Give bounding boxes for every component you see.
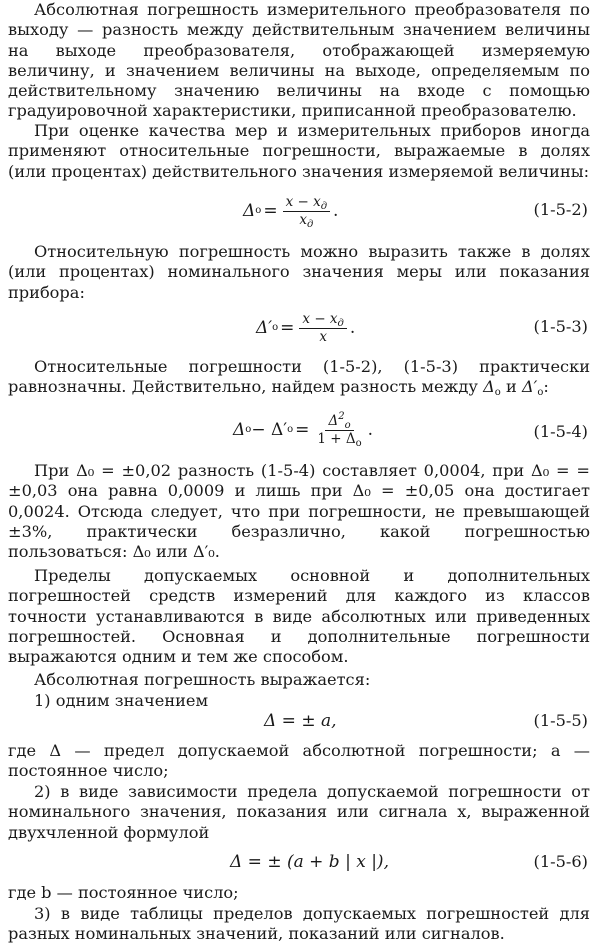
equation-number: (1-5-6) <box>533 852 588 871</box>
formula-lhs: Δ <box>243 201 256 221</box>
equation-number: (1-5-2) <box>533 200 588 219</box>
formula-1-5-2: Δ о = $\frac{x - x_д}{x_д}$ . (1-5-2) <box>243 193 588 230</box>
paragraph-relative-errors-intro: При оценке качества мер и измерительных приборов иногда применяют относительные погрешности, выражаемые в долях (или процентах) действительного значения измеряемой величины: <box>8 121 590 181</box>
paragraph-error-limits: Пределы допускаемых основной и дополнительных погрешностей средств измерений для каждого из классов точности устанавливаются в виде абсолютных или приведенных погрешностей. Основная и дополнительные погрешности выражаются одним и тем же способом. <box>8 566 590 667</box>
formula-1-5-5: Δ = ± a, (1-5-5) <box>264 711 588 731</box>
paragraph-absolute-error-converter: Абсолютная погрешность измерительного преобразователя по выходу — разность между действительным значением величины на выходе преобразователя, отображающей измеряемую величину, и значением величины на выходе, определяемым по действительному значению величины на входе с помощью градуировочной характеристики, приписанной преобразователю. <box>8 0 590 121</box>
list-item-1: 1) одним значением <box>34 691 209 710</box>
paragraph-absolute-expressed: Абсолютная погрешность выражается: <box>34 670 371 689</box>
formula-1-5-4: Δ о − Δ′ о = $\frac{\Delta^2_о}{1 + \Delta_о}$ . (1-5-4) <box>233 410 588 449</box>
paragraph-where-b: где b — постоянное число; <box>8 883 239 902</box>
list-item-3: 3) в виде таблицы пределов допускаемых погрешностей для разных номинальных значений, показаний или сигналов. <box>8 904 590 944</box>
paragraph-nominal-value: Относительную погрешность можно выразить также в долях (или процентах) номинального значения меры или показания прибора: <box>8 242 590 302</box>
formula-1-5-6: Δ = ± (a + b | x |), (1-5-6) <box>230 852 588 872</box>
paragraph-numeric-example: При Δ₀ = ±0,02 разность (1-5-4) составляет 0,0004, при Δ₀ = = ±0,03 она равна 0,0009 и лишь при Δ₀ = ±0,05 она достигает 0,0024. Отсюда следует, что при погрешности, не превышающей ±3%, практически безразлично, какой погрешностью пользоваться: Δ₀ или Δ′₀. <box>8 461 590 562</box>
list-item-2: 2) в виде зависимости предела допускаемой погрешности от номинального значения, показания или сигнала x, выраженной двухчленной формулой <box>8 782 590 842</box>
equation-number: (1-5-5) <box>533 711 588 730</box>
formula-1-5-3: Δ′ о = $\frac{x - x_д}{x}$ . (1-5-3) <box>256 310 588 345</box>
paragraph-equivalence: Относительные погрешности (1-5-2), (1-5-3) практически равнозначны. Действительно, найдем разность между $\Delta_о$ и $\Delta'_о$: <box>8 357 590 399</box>
formula-fraction: $\frac{x - x_д}{x_д}$ <box>283 195 330 228</box>
equation-number: (1-5-4) <box>533 422 588 441</box>
equation-number: (1-5-3) <box>533 317 588 336</box>
paragraph-where-delta: где Δ — предел допускаемой абсолютной погрешности; a — постоянное число; <box>8 741 590 781</box>
